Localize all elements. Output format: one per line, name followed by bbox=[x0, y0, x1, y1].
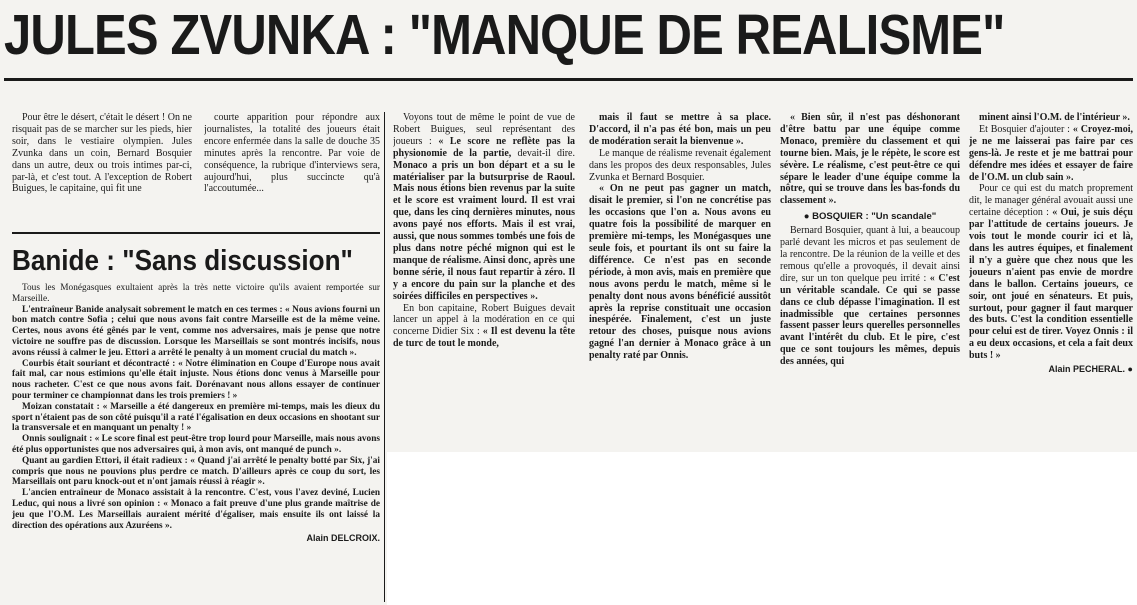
col3-p1d: Monaco a pris un bon départ et a su le matérialiser par la butsurprise de Raoul. Mais nous étions bien revenus par la suite et le score est vraiment lourd. Il est vrai que, dans les cinq dernières minutes, nous avons payé nos efforts. Mais il est vrai, aussi, que nous sommes tombés une fois de plus dans notre péché mignon qui est le manque de réalisme. Ainsi donc, après une bonne série, il nous faut repartir à zéro. Il y a encore du pain sur la planche et des soirées difficiles en perspectives ». bbox=[393, 159, 575, 302]
col5-p2b: « C'est un véritable scandale. Ce qui se passe dans ce club dépasse l'imagination. Il est inadmissible que certaines personnes fassent passer leurs querelles personnelles avant l'intérêt du club. Et le pire, c'est que ce sont toujours les mêmes, depuis des années, qui bbox=[780, 272, 960, 368]
banide-p6: Quant au gardien Ettori, il était radieux : « Quand j'ai arrêté le penalty botté par Six, j'ai compris que nous ne pouvions plus perdre ce match. D'ailleurs après ce coup du sort, les Marseillais ont paru knock-out et n'ont jamais réussi à réagir ». bbox=[12, 455, 380, 488]
banide-signature: Alain DELCROIX. bbox=[306, 533, 380, 544]
column-3 bbox=[393, 112, 575, 448]
headline: JULES ZVUNKA : "MANQUE DE REALISME" bbox=[4, 3, 1005, 67]
col6-p1: minent ainsi l'O.M. de l'intérieur ». bbox=[979, 112, 1130, 123]
col6-p2b: « Croyez-moi, je ne me laisserai pas faire par ces gens-là. Je reste et je me battrai pour défendre mes idées et essayer de faire de l'O.M. un club sain ». bbox=[969, 123, 1133, 183]
column-divider-1 bbox=[384, 112, 385, 602]
col4-p2: Le manque de réalisme revenait également dans les propos des deux responsables, Jules Zvunka et Bernard Bosquier. bbox=[589, 147, 771, 183]
pecheral-signature: Alain PECHERAL. ● bbox=[1048, 364, 1133, 375]
column-4 bbox=[589, 112, 771, 448]
col3-p2b: « Il est devenu la tête de turc de tout le monde, bbox=[393, 326, 575, 350]
column-1 bbox=[12, 112, 192, 222]
col4-p3: « On ne peut pas gagner un match, disait le premier, si l'on ne concrétise pas les occasions que l'on a. Nous avons eu quatre fois la possibilité de marquer en première mi-temps, les Monégasques une seule fois, et pourtant ils ont su faire la différence. Ce n'est pas en seconde période, à mon avis, mais en première que nous avons perdu le match, même si le penalty dont nous avons bénéficié aussitôt après la reprise constituait une occasion inespérée. Finalement, c'est un juste retour des choses, puisque nous avions gagné l'an dernier à Monaco grâce à un penalty raté par Onnis. bbox=[589, 183, 771, 362]
sub-headline: Banide : "Sans discussion" bbox=[12, 245, 353, 277]
col4-p1: mais il faut se mettre à sa place. D'accord, il n'a pas été bon, mais un peu de modération serait la bienvenue ». bbox=[589, 112, 771, 147]
column-2 bbox=[204, 112, 380, 222]
col1-text: Pour être le désert, c'était le désert ! On ne risquait pas de se marcher sur les pieds, hier soir, dans le vestiaire olympien. Jules Zvunka dans un coin, Bernard Bosquier dans un autre, deux ou trois intimes par-ci, par-là, et c'est tout. A l'exception de Robert Buigues, le capitaine, qui fit une bbox=[12, 112, 192, 195]
column-5 bbox=[780, 112, 960, 448]
bosquier-section-heading: ● BOSQUIER : "Un scandale" bbox=[803, 211, 937, 223]
column-6 bbox=[969, 112, 1133, 448]
col3-p1a: Voyons tout de même le point de vue de Robert Buigues, seul représentant des joueurs : bbox=[393, 112, 575, 147]
col5-p1: « Bien sûr, il n'est pas déshonorant d'être battu par une équipe comme Monaco, première du classement et qui tourne bien. Mais, je le répète, le score est sévère. Le réalisme, c'est peut-être ce qui sépare le leader d'une équipe comme la nôtre, qui se trouve dans les bas-fonds du classement ». bbox=[780, 112, 960, 207]
col3-p2a: En bon capitaine, Robert Buigues devait lancer un appel à la modération en ce qui concerne Didier Six : bbox=[393, 302, 575, 338]
banide-p4: Moizan constatait : « Marseille a été dangereux en première mi-temps, mais les dieux du sport n'étaient pas de son côté puisqu'il a raté l'égalisation en deux occasions en shootant sur la transversale et en manquant un penalty ! » bbox=[12, 401, 380, 434]
sub-box-top-rule bbox=[12, 232, 380, 234]
col3-p1b: « Le score ne reflète pas la physionomie de la partie, bbox=[393, 135, 575, 159]
col6-p3b: « Oui, je suis déçu par l'attitude de certains joueurs. Je vois tout le monde courir ici et là, dans les autres équipes, et finalement il n'y a guère que chez nous que les joueurs n'aient pas envie de mordre dans le ballon. Certains joueurs, ce soir, ont joué en sénateurs. Et puis, surtout, pour gagner il faut marquer des buts. C'est la condition essentielle pour celui est de tirer. Voyez Onnis : il a eu deux occasions, et cela a fait deux buts ! » bbox=[969, 207, 1133, 362]
banide-p5: Onnis soulignait : « Le score final est peut-être trop lourd pour Marseille, mais nous avons été plus opportunistes que nos adversaires qui, à mon avis, ont manqué de punch ». bbox=[12, 434, 380, 455]
banide-article bbox=[12, 283, 380, 603]
col2-text: courte apparition pour répondre aux journalistes, la totalité des joueurs était encore enfermée dans la salle de douche 35 minutes après la rencontre. Par voie de conséquence, la rubrique d'interviews sera, aujourd'hui, plus succincte qu'à l'accoutumée... bbox=[204, 112, 380, 195]
col6-p2a: Et Bosquier d'ajouter : bbox=[979, 123, 1070, 135]
blank-area bbox=[387, 452, 1137, 605]
banide-p7: L'ancien entraîneur de Monaco assistait à la rencontre. C'est, vous l'avez deviné, Lucien Leduc, qui nous a livré son opinion : « Monaco a fait preuve d'une plus grande maîtrise de jeu que l'O.M. Les Marseillais auraient mérité d'égaliser, mais ensuite ils ont laissé la direction des opérations aux Azuréens ». bbox=[12, 488, 380, 531]
banide-p1: Tous les Monégasques exultaient après la très nette victoire qu'ils avaient remportée sur Marseille. bbox=[12, 283, 380, 304]
col5-p2a: Bernard Bosquier, quant à lui, a beaucoup parlé devant les micros et pas seulement de la rencontre. De la réunion de la veille et des remous qu'elle a provoqués, il devait ainsi dire, sur un ton quelque peu irrité : bbox=[780, 225, 960, 284]
banide-p3: Courbis était souriant et décontracté : « Notre élimination en Coupe d'Europe nous avait fait mal, car nous estimions qu'elle était injuste. Nous étions donc venus à Marseille pour nous racheter. C'est ce que nous avons fait. Dorénavant nous allons essayer de continuer pour terminer ce championnat dans les trois premiers ! » bbox=[12, 358, 380, 401]
col6-p3a: Pour ce qui est du match proprement dit, le manager général avouait aussi une certaine déception : bbox=[969, 183, 1133, 219]
banide-p2: L'entraîneur Banide analysait sobrement le match en ces termes : « Nous avions fourni un bon match contre Sofia ; celui que nous avons fait contre Marseille est de la même veine. Certes, nous avons été gênés par le vent, comme nos adversaires, mais je pense que notre victoire ne souffre pas de discussion. Lorsque les Marseillais se sont montrés incisifs, nous avons réussi à calmer le jeu. Ettori a arrêté le penalty à un moment crucial du match ». bbox=[12, 304, 380, 358]
headline-underline bbox=[4, 78, 1133, 81]
col3-p1c: devait-il dire. bbox=[517, 147, 575, 159]
